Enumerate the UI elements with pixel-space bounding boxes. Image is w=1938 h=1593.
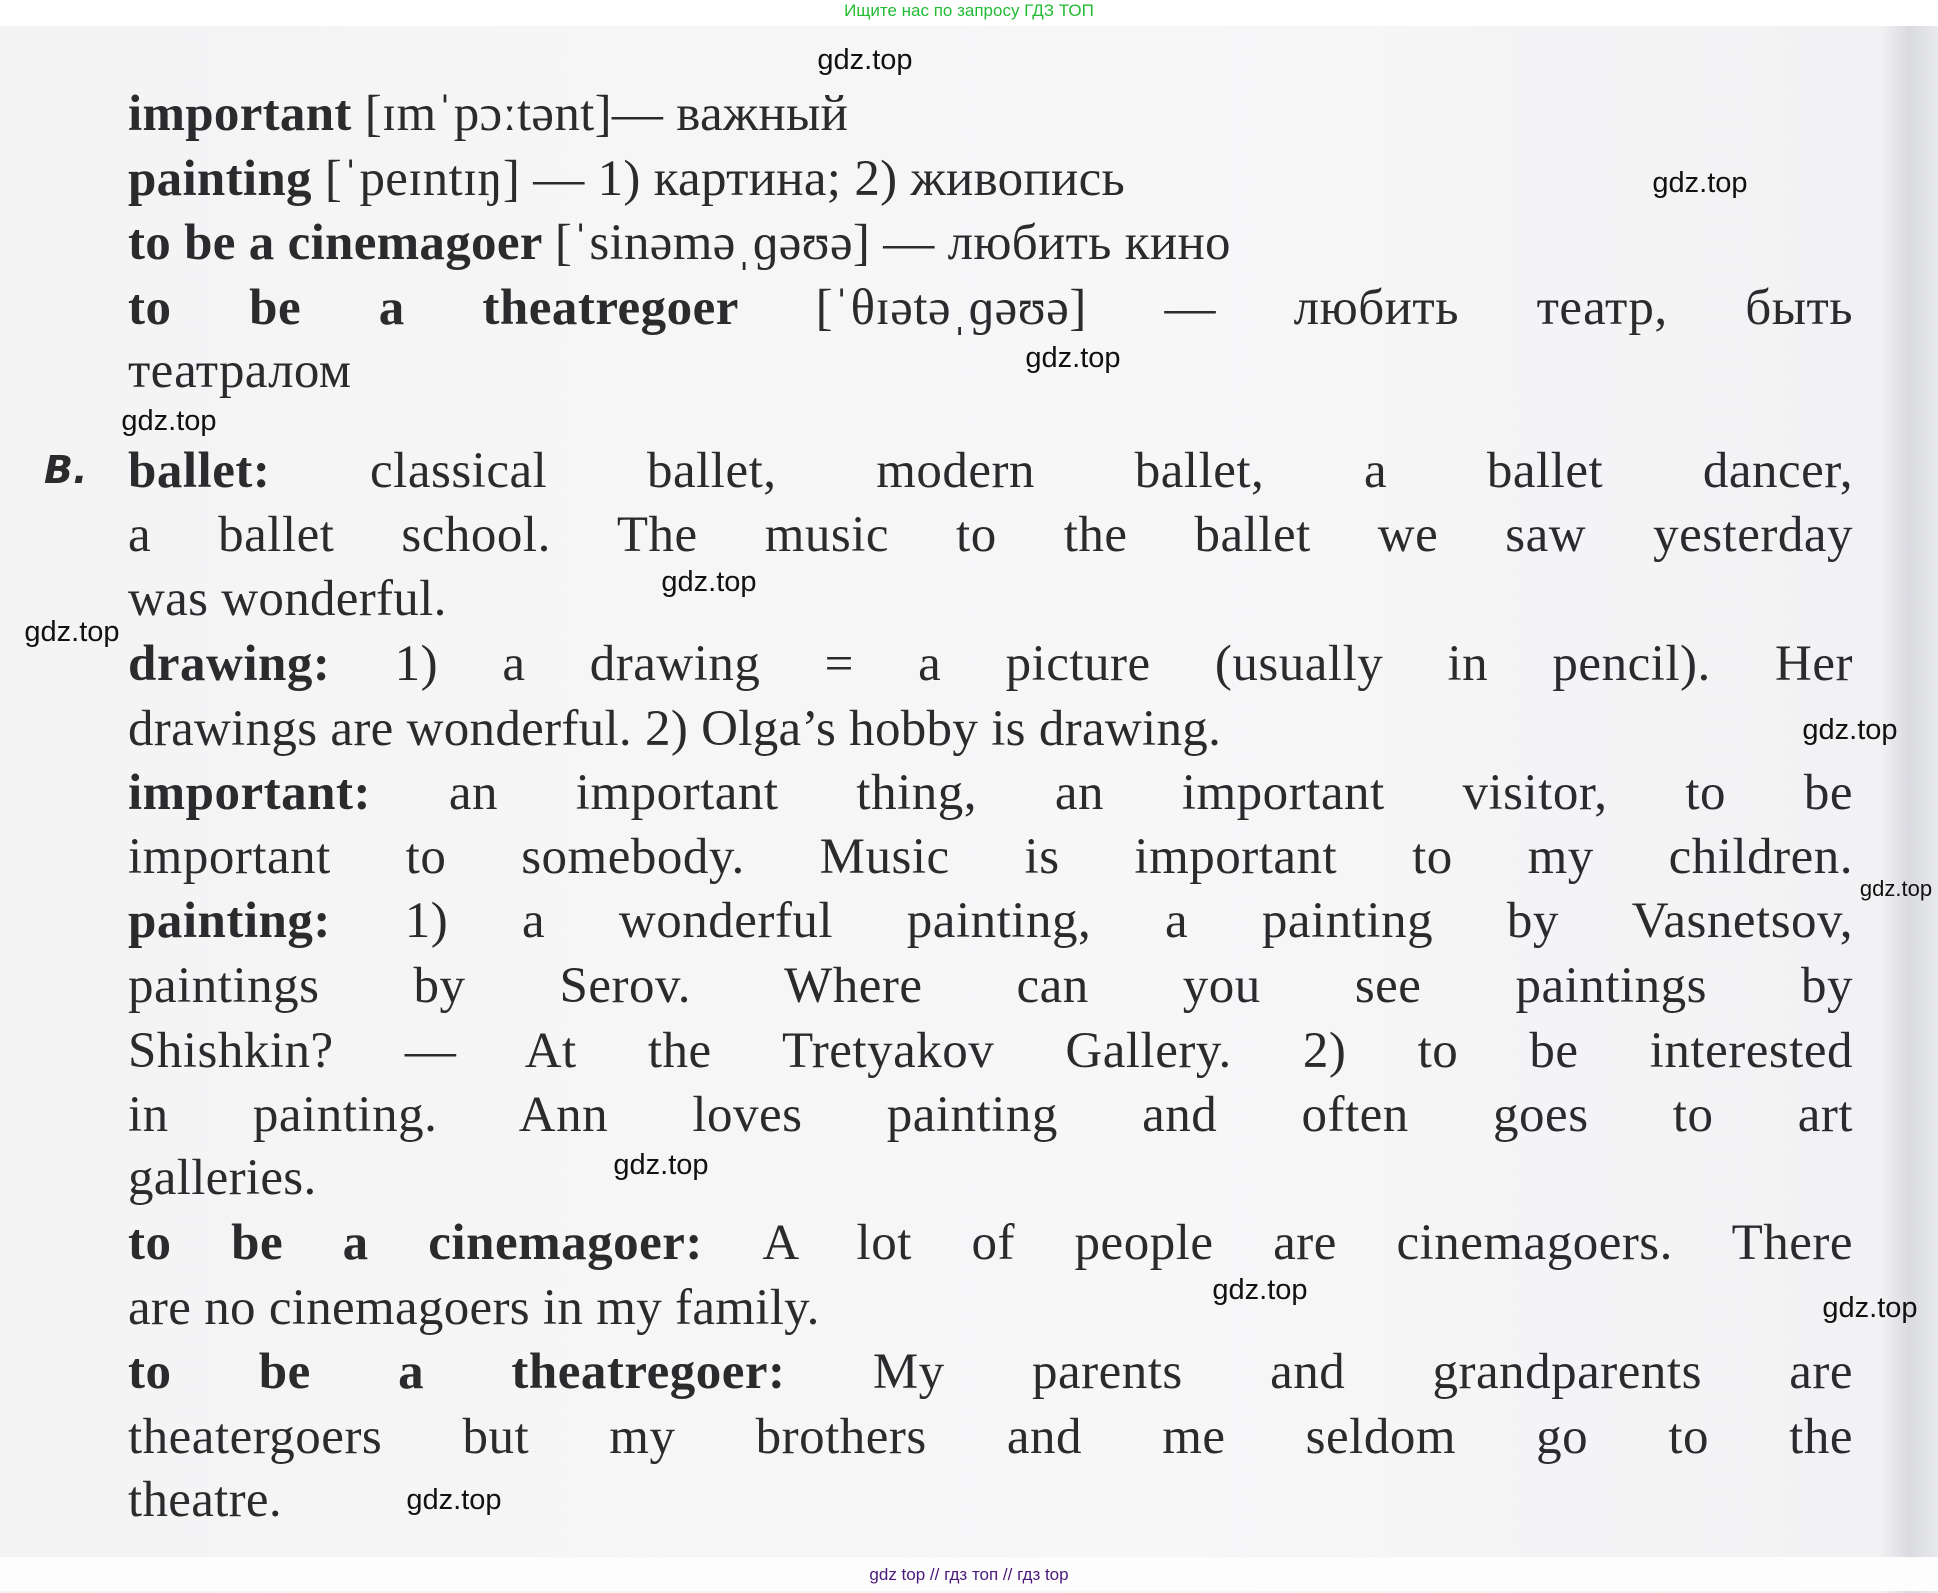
text-line: [128, 1152, 317, 1204]
text-segment: galleries.: [128, 1150, 317, 1206]
watermark-text: gdz.top: [24, 616, 120, 648]
top-banner: [0, 0, 1938, 26]
watermark-text: gdz.top: [1822, 1292, 1918, 1324]
text-line: [128, 1346, 1853, 1398]
text-segment: A lot of people are cinemagoers. There: [762, 1215, 1853, 1271]
text-segment: 1) a wonderful painting, a painting by Vasnetsov,: [404, 893, 1853, 949]
text-segment: are no cinemagoers in my family.: [128, 1280, 820, 1336]
text-segment: theatergoers but my brothers and me seldom go to the: [128, 1409, 1853, 1465]
watermark-text: gdz.top: [1802, 714, 1898, 746]
text-line: [128, 1282, 820, 1334]
watermark-text: gdz.top: [661, 566, 757, 598]
text-line: [128, 445, 1853, 497]
bottom-banner-text: gdz top // гдз топ // гдз top: [869, 1565, 1069, 1584]
watermark-text: gdz.top: [613, 1149, 709, 1181]
watermark-text: gdz.top: [1859, 876, 1933, 901]
text-line: [128, 1089, 1853, 1141]
text-segment: Shishkin? — At the Tretyakov Gallery. 2) to be interested: [128, 1023, 1853, 1079]
text-line: [128, 573, 447, 625]
text-line: [128, 88, 848, 140]
text-line: [128, 895, 1853, 947]
text-segment: 1) a drawing = a picture (usually in pencil). Her: [394, 636, 1853, 692]
term-headword: to be a cinemagoer: [128, 215, 555, 271]
text-line: [128, 638, 1853, 690]
term-headword: painting:: [128, 893, 405, 949]
text-line: [128, 767, 1853, 819]
watermark-text: gdz.top: [1212, 1274, 1308, 1306]
watermark-text: gdz.top: [406, 1484, 502, 1516]
text-segment: [ˈsinəməˌɡəʊə] — любить кино: [554, 215, 1231, 271]
text-segment: My parents and grandparents are: [872, 1344, 1853, 1400]
text-line: [128, 153, 1125, 205]
text-segment: [ˈθɪətəˌɡəʊə] — любить театр, быть: [815, 280, 1854, 336]
text-segment: paintings by Serov. Where can you see paintings by: [128, 958, 1853, 1014]
watermark-text: gdz.top: [1652, 167, 1748, 199]
text-segment: театралом: [128, 343, 352, 399]
term-headword: important: [128, 86, 365, 142]
section-b-label: B.: [44, 448, 88, 492]
text-line: [128, 703, 1221, 755]
bottom-banner: [0, 1557, 1938, 1591]
text-segment: was wonderful.: [128, 571, 447, 627]
term-headword: ballet:: [128, 443, 371, 499]
watermark-text: gdz.top: [1025, 342, 1121, 374]
term-headword: to be a theatregoer:: [128, 1344, 873, 1400]
text-segment: [ɪmˈpɔːtənt]— важный: [364, 86, 849, 142]
text-line: [128, 960, 1853, 1012]
text-segment: in painting. Ann loves painting and often goes to art: [128, 1087, 1853, 1143]
text-segment: an important thing, an important visitor, to be: [448, 765, 1853, 821]
text-line: [128, 217, 1231, 269]
text-line: [128, 831, 1853, 883]
text-line: [128, 1217, 1853, 1269]
text-line: [128, 509, 1853, 561]
text-segment: [ˈpeɪntɪŋ] — 1) картина; 2) живопись: [324, 151, 1126, 207]
text-segment: theatre.: [128, 1472, 282, 1528]
term-headword: drawing:: [128, 636, 395, 692]
text-line: [128, 1474, 282, 1526]
term-headword: important:: [128, 765, 449, 821]
watermark-text: gdz.top: [121, 405, 217, 437]
top-banner-text: Ищите нас по запросу ГДЗ ТОП: [844, 1, 1094, 20]
term-headword: painting: [128, 151, 325, 207]
text-segment: classical ballet, modern ballet, a ballet dancer,: [370, 443, 1853, 499]
text-line: [128, 1025, 1853, 1077]
text-line: [128, 345, 351, 397]
term-headword: to be a theatregoer: [128, 280, 816, 336]
text-segment: a ballet school. The music to the ballet we saw yesterday: [128, 507, 1853, 563]
text-segment: important to somebody. Music is important to my children.: [128, 829, 1853, 885]
term-headword: to be a cinemagoer:: [128, 1215, 763, 1271]
text-line: [128, 282, 1853, 334]
text-line: [128, 1411, 1853, 1463]
watermark-text: gdz.top: [817, 44, 913, 76]
text-segment: drawings are wonderful. 2) Olga’s hobby is drawing.: [128, 701, 1222, 757]
